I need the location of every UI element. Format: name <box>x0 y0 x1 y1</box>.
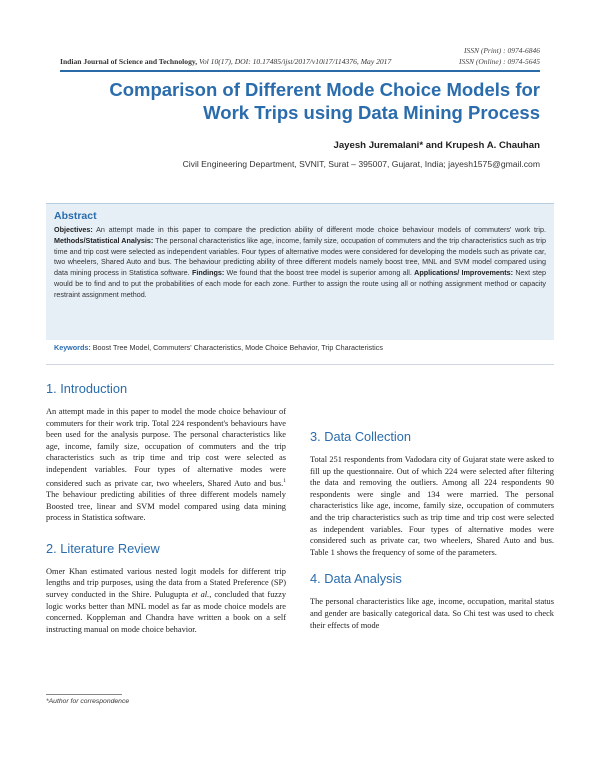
keywords-text: Boost Tree Model, Commuters' Characteristics, Mode Choice Behavior, Trip Characteristics <box>90 343 383 352</box>
applications-text: Next step would be to find and to put the probabilities of each mode for each zone. Further to assign the route using all or nothing assignment method or capacity restraint assignment method. <box>54 268 547 299</box>
footnote-rule <box>46 694 122 695</box>
objectives-label: Objectives: <box>54 225 93 234</box>
section-divider <box>46 364 554 365</box>
introduction-heading: 1. Introduction <box>46 381 128 396</box>
literature-text-a: Omer Khan estimated various nested logit models for different trip lengths and trip purposes, using the data from a Stated Preference (SP) survey conducted in the Shire. Pulugupta <box>46 566 286 599</box>
title-line-2: Work Trips using Data Mining Process <box>203 102 540 123</box>
literature-text-b: , concluded that fuzzy logic works better than MNL model as far as mode choice models are concerned. Koppleman and Chandra have written a book on a self instructing manual on mode choice behavior. <box>46 589 287 634</box>
introduction-text-a: An attempt made in this paper to model the mode choice behaviour of commuters for their work trip. Total 224 respondent's behaviours have been used for the analysis purpose. The personal characteristics like age, income, family size, occupation of commuters and the trip characteristics such as trip time and trip cost were selected as independent variables. Four types of alternative modes were considered such as private car, two wheelers, Shared Auto and bus. <box>46 407 286 488</box>
objectives-text: An attempt made in this paper to compare the prediction ability of different mode choice behaviour models of commuters' work trip. <box>92 225 546 234</box>
literature-et-al: et al. <box>191 589 210 599</box>
keywords-label: Keywords: <box>54 343 91 352</box>
data-analysis-heading: 4. Data Analysis <box>310 571 402 587</box>
footnote: *Author for correspondence <box>46 698 130 705</box>
journal-name: Indian Journal of Science and Technology, <box>60 57 198 66</box>
header-rule <box>60 70 540 72</box>
journal-details: Vol 10(17), DOI: 10.17485/ijst/2017/v10i17/114376, May 2017 <box>197 57 392 66</box>
findings-label: Findings: <box>191 268 225 278</box>
affiliation: Civil Engineering Department, SVNIT, Surat – 395007, Gujarat, India; jayesh1575@gmail.com <box>182 159 540 169</box>
literature-paragraph <box>46 566 286 636</box>
applications-label: Applications/ Improvements: <box>414 268 514 278</box>
journal-citation <box>60 57 391 66</box>
data-collection-heading: 3. Data Collection <box>310 429 412 444</box>
right-column <box>310 428 554 631</box>
findings-text: We found that the boost tree model is superior among all. <box>224 268 415 278</box>
introduction-paragraph <box>46 406 286 524</box>
data-collection-paragraph: Total 251 respondents from Vadodara city of Gujarat state were asked to fill up the questionnaire. Out of which 224 were selected after filtering the data and removing the outliers. Among all 224 respondents 90 respondents were single and 134 were married. The personal characteristics like age, income, family size, occupation of commuters and the trip characteristics such as trip time and trip cost were selected as independent variables. Four types of alternative modes were considered such as private car, two wheelers, Shared Auto and bus. Table 1 shows the frequency of some of the parameters. <box>310 455 554 557</box>
issn-print: ISSN (Print) : 0974-6846 <box>463 46 540 55</box>
abstract-body <box>54 225 546 301</box>
keywords <box>54 343 546 352</box>
methods-label: Methods/Statistical Analysis: <box>54 235 154 245</box>
authors: Jayesh Juremalani* and Krupesh A. Chauhan <box>333 140 540 151</box>
introduction-text-b: The behaviour predicting abilities of three different models namely Boosted tree, linear and SVM model compared using data mining process in Statistica software. <box>46 489 286 523</box>
methods-text: The personal characteristics like age, income, family size, occupation of commuters and the trip characteristics such as trip time and trip cost were selected as independent variables. Four types of alternative modes were considered for developing the models such as private car, two wheelers, Shared Auto and bus. The behaviour predicting ability of three different models namely boost tree, MNL and SVM model compared using data mining process in Statistica software. <box>54 235 547 278</box>
reference-1[interactable]: 1 <box>283 477 286 484</box>
data-analysis-paragraph: The personal characteristics like age, income, occupation, marital status and gender are basically categorical data. So Chi test was used to check their effects of mode <box>310 597 554 630</box>
literature-heading: 2. Literature Review <box>46 540 160 556</box>
left-column <box>46 380 286 635</box>
title-line-1: Comparison of Different Mode Choice Models for <box>109 79 540 100</box>
article-title <box>60 78 540 124</box>
abstract-heading: Abstract <box>54 210 97 222</box>
issn-online: ISSN (Online) : 0974-5645 <box>458 57 540 66</box>
